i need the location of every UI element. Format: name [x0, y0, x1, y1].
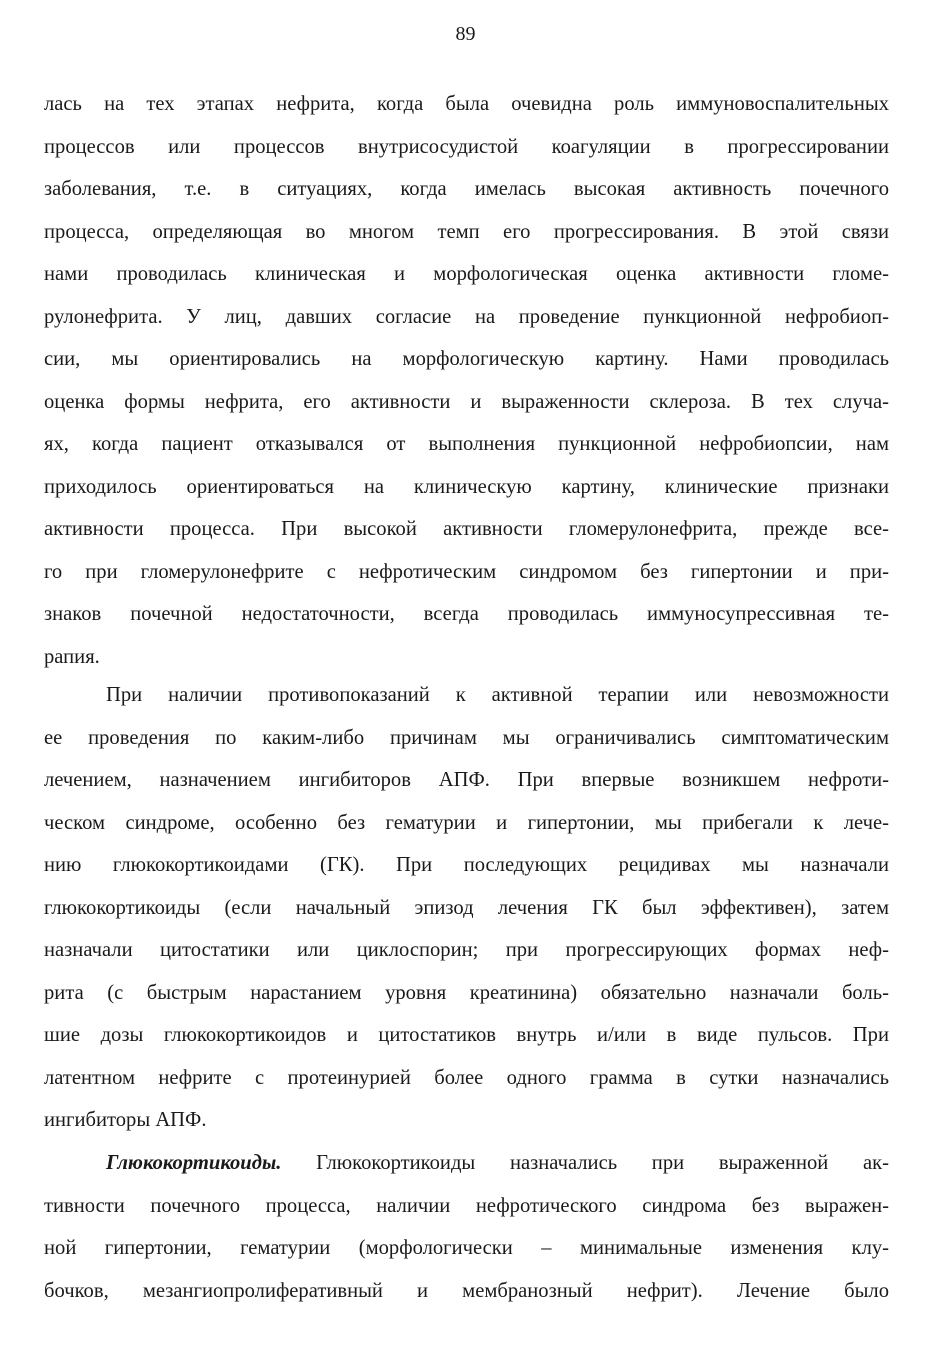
text-line: рита (с быстрым нарастанием уровня креатинина) обязательно назначали боль-: [44, 981, 889, 1004]
text-line: тивности почечного процесса, наличии нефротического синдрома без выражен-: [44, 1194, 889, 1217]
text-line: ях, когда пациент отказывался от выполнения пункционной нефробиопсии, нам: [44, 433, 889, 455]
text-line: го при гломерулонефрите с нефротическим синдромом без гипертонии и при-: [44, 560, 889, 583]
text-line: сии, мы ориентировались на морфологическую картину. Нами проводилась: [44, 348, 889, 370]
text-line: рапия.: [44, 645, 100, 668]
text-line: активности процесса. При высокой активности гломерулонефрита, прежде все-: [44, 518, 889, 540]
text-line: знаков почечной недостаточности, всегда проводилась иммуносупрессивная те-: [44, 603, 889, 625]
text-line: назначали цитостатики или циклоспорин; при прогрессирующих формах неф-: [44, 939, 889, 961]
page-number: 89: [455, 23, 476, 45]
text-line: ческом синдроме, особенно без гематурии и гипертонии, мы прибегали к лече-: [44, 811, 889, 834]
text-line: приходилось ориентироваться на клиническую картину, клинические признаки: [44, 475, 889, 498]
text-line: ной гипертонии, гематурии (морфологически – минимальные изменения клу-: [44, 1237, 889, 1259]
paragraph-immunosuppression-criteria: [44, 83, 889, 678]
paragraph-glucocorticoids: [44, 1142, 889, 1312]
text-line: глюкокортикоиды (если начальный эпизод лечения ГК был эффективен), затем: [44, 896, 889, 919]
text-line: лась на тех этапах нефрита, когда была очевидна роль иммуновоспалительных: [44, 93, 889, 115]
text-line: процессов или процессов внутрисосудистой коагуляции в прогрессировании: [44, 135, 889, 158]
text-line: лечением, назначением ингибиторов АПФ. При впервые возникшем нефроти-: [44, 769, 889, 791]
text-line: латентном нефрите с протеинурией более одного грамма в сутки назначались: [44, 1066, 889, 1089]
text-line: ее проведения по каким-либо причинам мы ограничивались симптоматическим: [44, 726, 889, 749]
text-line: рулонефрита. У лиц, давших согласие на проведение пункционной нефробиоп-: [44, 305, 889, 328]
text-line: оценка формы нефрита, его активности и выраженности склероза. В тех случа-: [44, 390, 889, 413]
text-line: процесса, определяющая во многом темп его прогрессирования. В этой связи: [44, 220, 889, 243]
text-line-rest: Глюкокортикоиды назначались при выраженной ак-: [281, 1152, 889, 1174]
text-line: заболевания, т.е. в ситуациях, когда имелась высокая активность почечного: [44, 178, 889, 200]
text-line: шие дозы глюкокортикоидов и цитостатиков внутрь и/или в виде пульсов. При: [44, 1024, 889, 1046]
section-lead-in: Глюкокортикоиды.: [106, 1152, 282, 1174]
text-line: нию глюкокортикоидами (ГК). При последующих рецидивах мы назначали: [44, 854, 889, 876]
text-line: [44, 1142, 889, 1185]
text-line: При наличии противопоказаний к активной терапии или невозможности: [106, 684, 889, 706]
text-line: бочков, мезангиопролиферативный и мембранозный нефрит). Лечение было: [44, 1279, 889, 1302]
text-line: нами проводилась клиническая и морфологическая оценка активности гломе-: [44, 263, 889, 285]
text-line: ингибиторы АПФ.: [44, 1109, 207, 1131]
paragraph-contraindications: [44, 674, 889, 1142]
